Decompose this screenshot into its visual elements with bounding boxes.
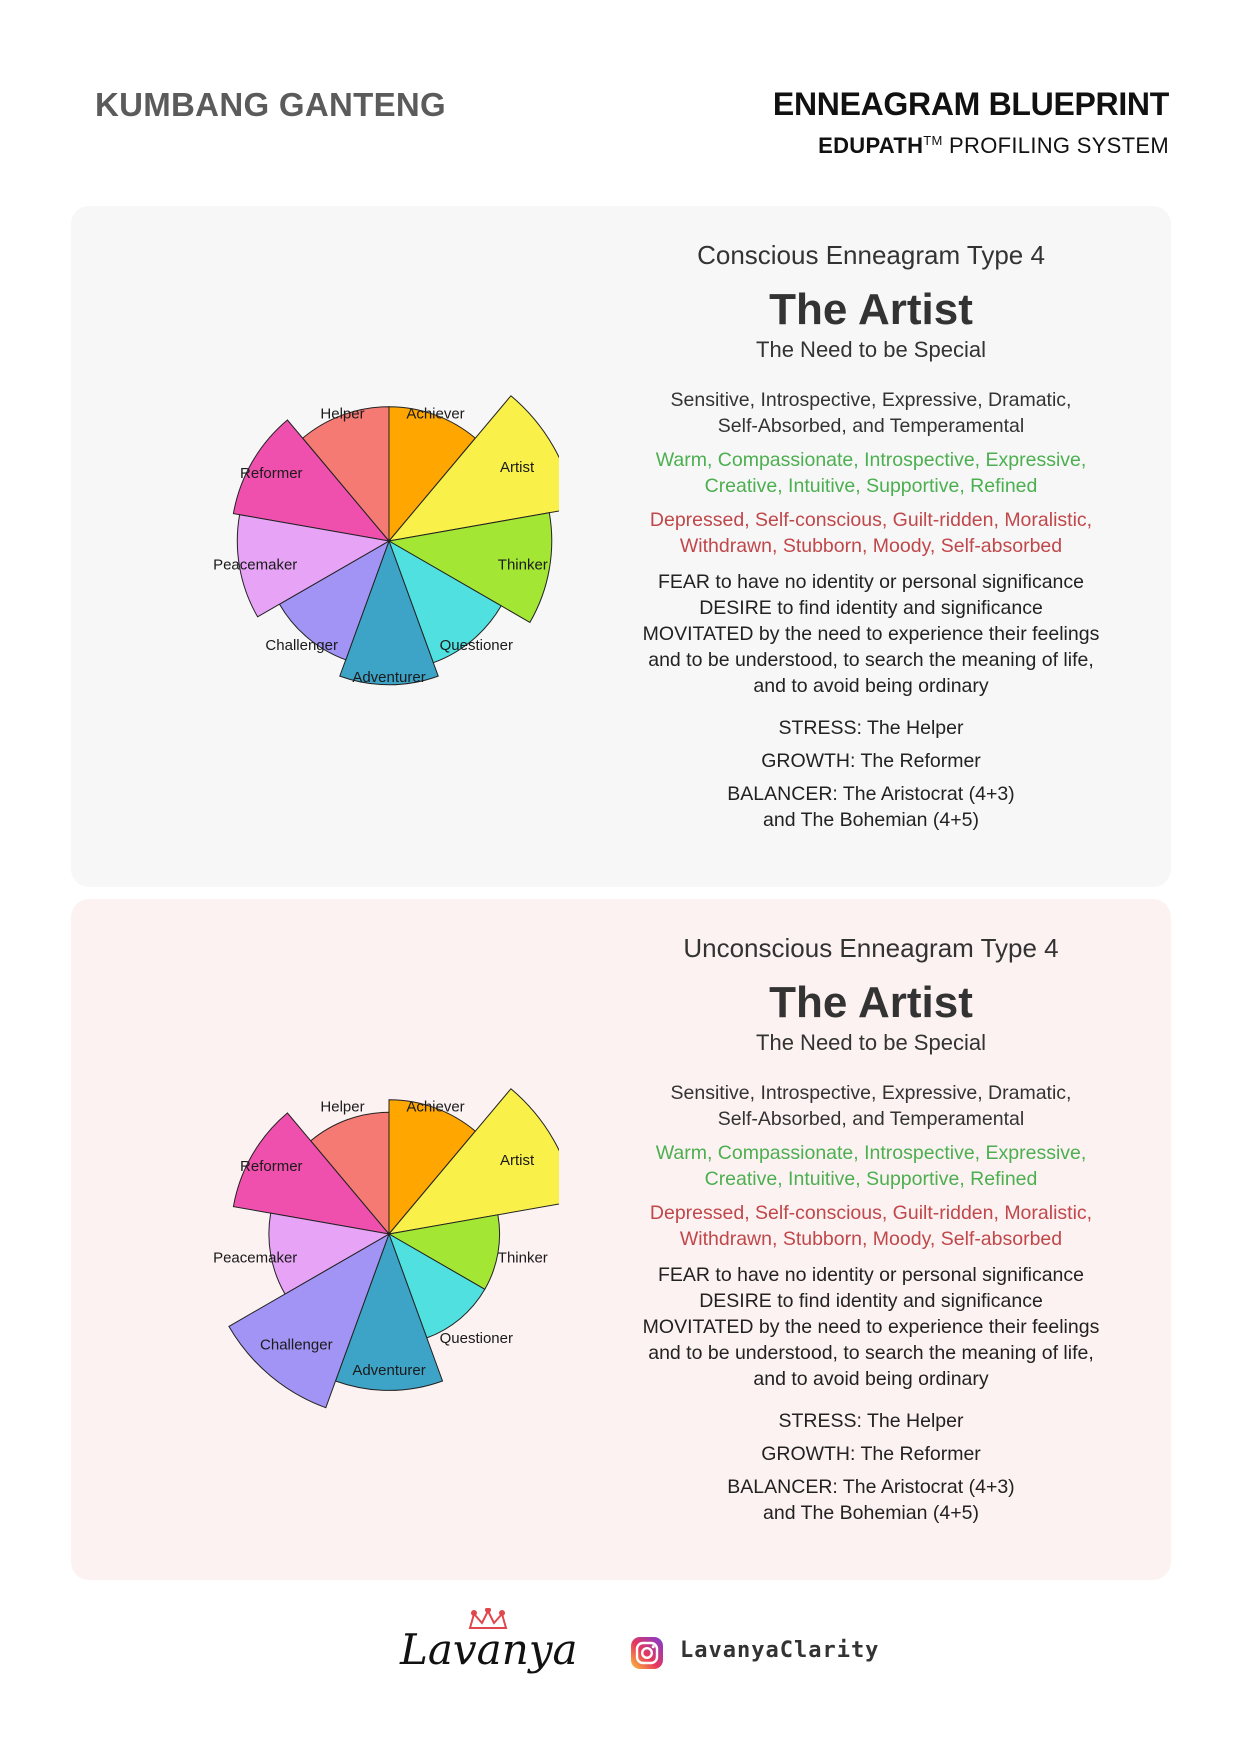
conscious-subtitle: Conscious Enneagram Type 4 bbox=[697, 240, 1045, 270]
unconscious-need: The Need to be Special bbox=[756, 1030, 986, 1055]
conscious-balancer: BALANCER: The Aristocrat (4+3) and The Bohemian (4+5) bbox=[727, 783, 1015, 831]
conscious-need: The Need to be Special bbox=[756, 337, 986, 362]
label-thinker: Thinker bbox=[497, 556, 548, 574]
conscious-negative-traits: Depressed, Self-conscious, Guilt-ridden, Moralistic, Withdrawn, Stubborn, Moody, Self-absorbed bbox=[649, 509, 1093, 557]
label-adventurer: Adventurer bbox=[352, 668, 426, 686]
unconscious-positive-traits: Warm, Compassionate, Introspective, Expressive, Creative, Intuitive, Supportive, Refined bbox=[655, 1142, 1087, 1190]
conscious-enneagram-chart bbox=[139, 226, 559, 866]
conscious-motivation: FEAR to have no identity or personal significance DESIRE to find identity and significance MOVITATED by the need to experience their feelings and to be understood, to search the meaning of life, and to avoid being ordinary bbox=[642, 571, 1100, 697]
label-peacemaker: Peacemaker bbox=[213, 556, 298, 574]
profiling-system-text: PROFILING SYSTEM bbox=[942, 133, 1169, 158]
unconscious-balancer: BALANCER: The Aristocrat (4+3) and The Bohemian (4+5) bbox=[727, 1476, 1015, 1524]
label-achiever: Achiever bbox=[406, 405, 465, 423]
unconscious-growth: GROWTH: The Reformer bbox=[761, 1443, 981, 1465]
label-adventurer: Adventurer bbox=[352, 1361, 426, 1379]
conscious-growth: GROWTH: The Reformer bbox=[761, 750, 981, 772]
unconscious-stress: STRESS: The Helper bbox=[778, 1410, 964, 1432]
person-name: KUMBANG GANTENG bbox=[95, 86, 446, 123]
label-questioner: Questioner bbox=[439, 637, 513, 655]
conscious-panel bbox=[71, 206, 1171, 887]
label-helper: Helper bbox=[320, 1098, 365, 1116]
label-artist: Artist bbox=[500, 459, 535, 477]
label-peacemaker: Peacemaker bbox=[213, 1249, 298, 1267]
label-reformer: Reformer bbox=[240, 465, 303, 483]
conscious-stress: STRESS: The Helper bbox=[778, 717, 964, 739]
document-title bbox=[773, 86, 1169, 159]
label-artist: Artist bbox=[500, 1152, 535, 1170]
lavanya-logo bbox=[398, 1608, 578, 1678]
conscious-traits: Sensitive, Introspective, Expressive, Dramatic, Self-Absorbed, and Temperamental bbox=[670, 389, 1072, 437]
profiling-system-subtitle bbox=[773, 133, 1169, 159]
label-challenger: Challenger bbox=[265, 637, 338, 655]
conscious-type-name: The Artist bbox=[769, 285, 973, 334]
unconscious-panel bbox=[71, 899, 1171, 1580]
label-thinker: Thinker bbox=[497, 1249, 548, 1267]
unconscious-motivation: FEAR to have no identity or personal significance DESIRE to find identity and significance MOVITATED by the need to experience their feelings and to be understood, to search the meaning of life, and to avoid being ordinary bbox=[642, 1264, 1100, 1390]
unconscious-negative-traits: Depressed, Self-conscious, Guilt-ridden, Moralistic, Withdrawn, Stubborn, Moody, Self-absorbed bbox=[649, 1202, 1093, 1250]
label-helper: Helper bbox=[320, 405, 365, 423]
unconscious-traits: Sensitive, Introspective, Expressive, Dramatic, Self-Absorbed, and Temperamental bbox=[670, 1082, 1072, 1130]
blueprint-title: ENNEAGRAM BLUEPRINT bbox=[772, 86, 1169, 122]
conscious-info bbox=[626, 240, 1116, 833]
trademark-mark: TM bbox=[923, 133, 943, 148]
unconscious-subtitle: Unconscious Enneagram Type 4 bbox=[683, 933, 1059, 963]
unconscious-enneagram-chart bbox=[139, 919, 559, 1559]
unconscious-type-name: The Artist bbox=[769, 978, 973, 1027]
label-questioner: Questioner bbox=[439, 1330, 513, 1348]
conscious-positive-traits: Warm, Compassionate, Introspective, Expressive, Creative, Intuitive, Supportive, Refined bbox=[655, 449, 1087, 497]
instagram-icon bbox=[630, 1636, 664, 1670]
label-challenger: Challenger bbox=[260, 1336, 333, 1354]
edupath-brand: EDUPATH bbox=[818, 133, 924, 158]
footer bbox=[0, 1608, 1241, 1678]
label-reformer: Reformer bbox=[240, 1158, 303, 1176]
instagram-handle: LavanyaClarity bbox=[680, 1638, 880, 1663]
lavanya-brand-text: Lavanya bbox=[400, 1625, 578, 1674]
label-achiever: Achiever bbox=[406, 1098, 465, 1116]
unconscious-info bbox=[626, 933, 1116, 1526]
